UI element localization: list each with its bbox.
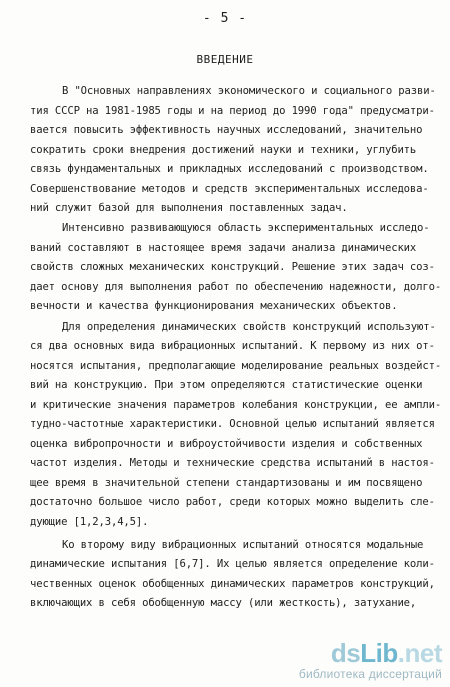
section-heading: ВВЕДЕНИЕ xyxy=(196,53,254,66)
site-logo[interactable] xyxy=(299,640,442,681)
text-line-2: тия СССР на 1981-1985 годы и на период до 1990 года" предусматри- xyxy=(30,105,435,117)
logo-subtitle: библиотека диссертаций xyxy=(298,667,442,681)
text-line-22: достаточно большое число работ, среди которых можно выделить сле- xyxy=(30,496,435,508)
text-line-13: Для определения динамических свойств конструкций используют- xyxy=(62,321,436,333)
text-line-7: ний служит базой для выполнения поставленных задач. xyxy=(30,202,348,214)
logo-wordmark xyxy=(299,640,442,666)
text-line-16: вий на конструкцию. При этом определяются статистические оценки xyxy=(30,379,423,391)
text-line-10: свойств сложных механических конструкций. Решение этих задач соз- xyxy=(30,261,435,273)
text-line-25: динамические испытания [6,7]. Их целью является определение коли- xyxy=(30,558,435,570)
text-line-14: ся два основных вида вибрационных испытаний. К первому из них от- xyxy=(30,340,435,352)
text-line-15: носятся испытания, предполагающие моделирование реальных воздейст- xyxy=(30,360,442,372)
logo-net: .net xyxy=(397,638,442,668)
text-line-4: сократить сроки внедрения достижений науки и техники, углубить xyxy=(30,144,417,156)
text-line-3: вается повысить эффективность научных исследований, значительно xyxy=(30,124,423,136)
text-line-20: частот изделия. Методы и технические средства испытаний в настоя- xyxy=(30,457,435,469)
text-line-21: щее время в значительной степени стандартизованы и им посвящено xyxy=(30,477,423,489)
text-line-11: дает основу для выполнения работ по обеспечению надежности, долго- xyxy=(30,281,442,293)
text-line-17: и критические значения параметров колебания конструкции, ее ампли- xyxy=(30,399,442,411)
text-line-18: тудно-частотные характеристики. Основной целью испытаний является xyxy=(30,418,435,430)
text-line-26: чественных оценок обобщенных динамических параметров конструкций, xyxy=(30,578,435,590)
text-line-1: В "Основных направлениях экономического и социального разви- xyxy=(62,85,436,97)
page-number: - 5 - xyxy=(202,11,248,26)
text-line-9: ваний составляют в настоящее время задачи анализа динамических xyxy=(30,242,417,254)
text-line-23: дующие [1,2,3,4,5]. xyxy=(30,516,149,528)
text-line-12: вечности и качества функционирования механических объектов. xyxy=(30,300,398,312)
text-line-8: Интенсивно развивающуюся область экспериментальных исследо- xyxy=(62,222,430,234)
text-line-27: включающих в себя обобщенную массу (или жесткость), затухание, xyxy=(30,597,417,609)
logo-ds: ds xyxy=(330,638,361,668)
text-line-5: связь фундаментальных и прикладных исследований с производством. xyxy=(30,163,429,175)
text-line-19: оценка вибропрочности и виброустойчивости изделия и собственных xyxy=(30,438,423,450)
text-line-24: Ко второму виду вибрационных испытаний относятся модальные xyxy=(62,539,424,551)
text-line-6: Совершенствование методов и средств экспериментальных исследова- xyxy=(30,183,429,195)
logo-lib: Lib xyxy=(360,638,398,668)
